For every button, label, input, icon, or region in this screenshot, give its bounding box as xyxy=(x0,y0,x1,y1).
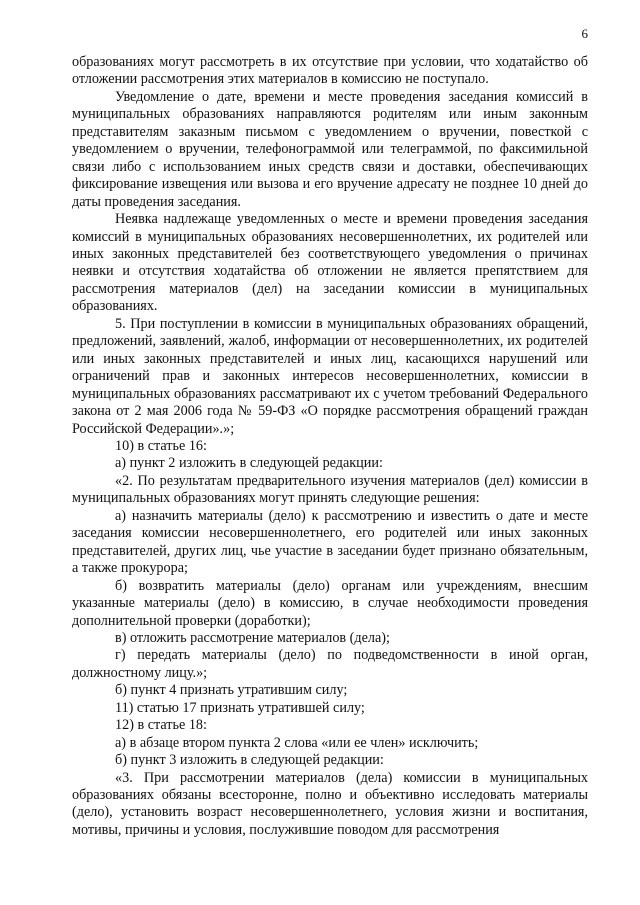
paragraph: б) возвратить материалы (дело) органам или учреждениям, внесшим указанные материалы (дело) в комиссию, в случае необходимости проведения дополнительной проверки (доработки); xyxy=(72,577,588,629)
paragraph: образованиях могут рассмотреть в их отсутствие при условии, что ходатайство об отложении рассмотрения этих материалов в комиссию не поступало. xyxy=(72,54,588,88)
document-body xyxy=(72,54,588,839)
paragraph: Уведомление о дате, времени и месте проведения заседания комиссий в муниципальных образованиях направляются родителям или иным законным представителям заказным письмом с уведомлением о вручении, повесткой с уведомлением о вручении, телефонограммой или телеграммой, по факсимильной связи либо с использованием иных средств связи и доставки, обеспечивающих фиксирование извещения или вызова и его вручение адресату не позднее 10 дней до даты проведения заседания. xyxy=(72,88,588,210)
paragraph: г) передать материалы (дело) по подведомственности в иной орган, должностному лицу.»; xyxy=(72,647,588,681)
paragraph: в) отложить рассмотрение материалов (дела); xyxy=(115,629,390,646)
paragraph: 5. При поступлении в комиссии в муниципальных образованиях обращений, предложений, заявлений, жалоб, информации от несовершеннолетних, их родителей или иных законных представителей и иных лиц, касающихся нарушений или ограничений прав и законных интересов несовершеннолетних, комиссии в муниципальных образованиях рассматривают их с учетом требований Федерального закона от 2 мая 2006 года № 59-ФЗ «О порядке рассмотрения обращений граждан Российской Федерации».»; xyxy=(72,315,588,437)
paragraph: «2. По результатам предварительного изучения материалов (дел) комиссии в муниципальных образованиях могут принять следующие решения: xyxy=(72,472,588,507)
paragraph: Неявка надлежаще уведомленных о месте и времени проведения заседания комиссий в муниципальных образованиях несовершеннолетних, их родителей или иных законных представителей без соответствующего уведомления о причинах неявки и отсутствия ходатайства об отложении не является препятствием для рассмотрения материалов (дел) на заседании комиссии в муниципальных образованиях. xyxy=(72,211,588,315)
page-number: 6 xyxy=(581,26,588,41)
paragraph: 10) в статье 16: xyxy=(115,437,207,454)
paragraph: а) назначить материалы (дело) к рассмотрению и известить о дате и месте заседания комиссии несовершеннолетнего, его родителей или иных законных представителей, других лиц, чье участие в заседании будет признано обязательным, а также прокурора; xyxy=(72,507,588,577)
paragraph: «3. При рассмотрении материалов (дела) комиссии в муниципальных образованиях обязаны всесторонне, полно и объективно исследовать материалы (дело), установить возраст несовершеннолетнего, условия жизни и воспитания, мотивы, причины и условия, послужившие поводом для рассмотрения xyxy=(72,769,588,838)
paragraph: б) пункт 3 изложить в следующей редакции: xyxy=(115,752,384,769)
paragraph: а) в абзаце втором пункта 2 слова «или ее член» исключить; xyxy=(115,734,479,751)
paragraph: б) пункт 4 признать утратившим силу; xyxy=(115,682,348,699)
paragraph: а) пункт 2 изложить в следующей редакции: xyxy=(115,455,383,472)
paragraph: 12) в статье 18: xyxy=(115,717,207,734)
paragraph: 11) статью 17 признать утратившей силу; xyxy=(115,699,365,716)
